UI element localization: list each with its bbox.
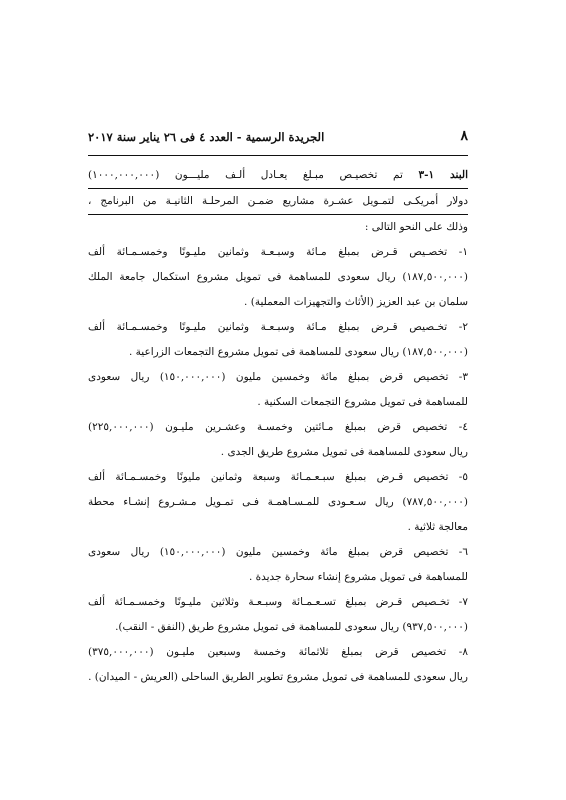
list-item (88, 590, 468, 640)
header-title: الجريدة الرسمية - العدد ٤ فى ٢٦ يناير سنة ٢٠١٧ (88, 130, 325, 144)
item-line: ٢- تخـصيص قـرض بمبلغ مـائة وسبـعـة وثمانين مليـونًا وخمسـمـائة ألف (88, 321, 468, 333)
item-line: ٤- تخصيص قرض بمبلغ مـائتين وخمسـة وعشـرين مليـون (٢٢٥,٠٠٠,٠٠٠) (88, 421, 468, 433)
item-line: معالجة ثلاثية . (407, 521, 468, 533)
list-item (88, 240, 468, 315)
item-line: ريال سعودى للمساهمة فى تمويل مشروع طريق الجدى . (220, 446, 468, 458)
list-item (88, 540, 468, 590)
item-line: (٩٣٧,٥٠٠,٠٠٠) ريال سعودى للمساهمة فى تمويل مشروع طريق (النفق - النقب). (115, 621, 468, 633)
item-line: ٨- تخصيص قرض بمبلغ ثلاثمائة وخمسة وسبعين مليـون (٣٧٥,٠٠٠,٠٠٠) (88, 646, 468, 658)
clause-intro-line: دولار أمريكـى لتمـويل عشـرة مشاريع ضمـن المرحلـة الثانيـة من البرنامج ، (88, 189, 468, 215)
clause-intro-line: وذلك على النحو التالى : (364, 221, 468, 233)
page-number: ٨ (460, 128, 468, 144)
item-line: ٥- تخصيص قـرض بمبلغ سبـعـمـائة وسبعة وثمانين مليونًا وخمسـمـائة ألف (88, 471, 468, 483)
list-item (88, 415, 468, 465)
item-line: ٧- تخـصيص قـرض بمبلغ تسـعـمـائة وسبـعـة وثلاثين مليـونًا وخمسـمـائة ألف (88, 596, 468, 608)
page-header (88, 128, 468, 150)
clause-intro-line (88, 163, 468, 189)
item-line: للمساهمة فى تمويل مشروع إنشاء سحارة جديدة . (248, 571, 468, 583)
list-item (88, 640, 468, 690)
list-item (88, 365, 468, 415)
header-rule (88, 155, 468, 156)
item-line: ٦- تخصيص قرض بمبلغ مائة وخمسين مليون (١٥٠,٠٠٠,٠٠٠) ريال سعودى (88, 546, 468, 558)
list-item (88, 465, 468, 540)
clause-label: البند ١-٣ (418, 169, 468, 181)
item-line: (٧٨٧,٥٠٠,٠٠٠) ريال سـعـودى للمـسـاهمـة فـى تمـويل مـشـروع إنشـاء محطة (88, 496, 468, 508)
item-line: للمساهمة فى تمويل مشروع التجمعات السكنية . (257, 396, 468, 408)
document-body (88, 163, 468, 690)
list-item (88, 315, 468, 365)
item-line: (١٨٧,٥٠٠,٠٠٠) ريال سعودى للمساهمة فى تمويل مشروع التجمعات الزراعية . (129, 346, 468, 358)
item-line: ٣- تخصيص قرض بمبلغ مائة وخمسين مليون (١٥٠,٠٠٠,٠٠٠) ريال سعودى (88, 371, 468, 383)
item-line: سلمان بن عبد العزيز (الأثاث والتجهيزات المعملية) . (244, 296, 468, 308)
item-line: ريال سعودى للمساهمة فى تمويل مشروع تطوير الطريق الساحلى (العريش - الميدان) . (88, 671, 468, 683)
item-line: ١- تخصـيص قـرض بمبلغ مـائة وسبـعـة وثمانين مليـونًا وخمسـمـائة ألف (88, 246, 468, 258)
clause-intro-text: تم تخصيـص مبـلغ يعـادل ألـف مليـــون (١٠٠٠,٠٠٠,٠٠٠) (88, 169, 403, 181)
item-line: (١٨٧,٥٠٠,٠٠٠) ريال سعودى للمساهمة فى تمويل مشروع استكمال جامعة الملك (88, 271, 468, 283)
